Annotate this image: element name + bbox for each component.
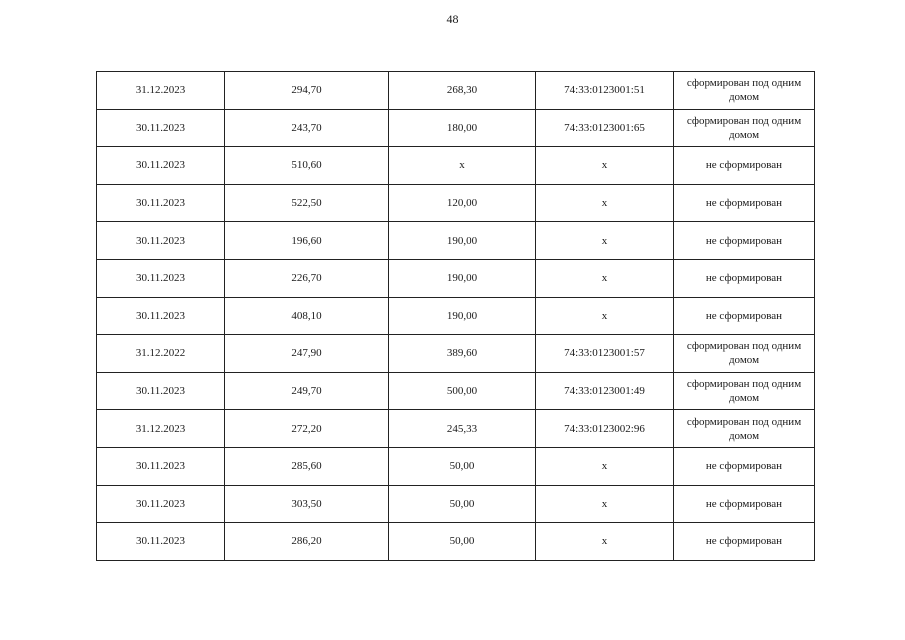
land-area-cell: 190,00 [389, 297, 536, 335]
date-cell: 30.11.2023 [97, 109, 225, 147]
date-cell: 30.11.2023 [97, 259, 225, 297]
cadastral-number-cell: х [536, 147, 674, 185]
area-cell: 285,60 [225, 447, 389, 485]
area-cell: 272,20 [225, 410, 389, 448]
cadastral-number-cell: х [536, 297, 674, 335]
area-cell: 522,50 [225, 184, 389, 222]
table-row [97, 410, 815, 448]
status-cell: не сформирован [674, 259, 815, 297]
cadastral-number-cell: х [536, 523, 674, 561]
table-row [97, 184, 815, 222]
area-cell: 196,60 [225, 222, 389, 260]
table-row [97, 72, 815, 110]
land-area-cell: 190,00 [389, 259, 536, 297]
date-cell: 30.11.2023 [97, 222, 225, 260]
area-cell: 286,20 [225, 523, 389, 561]
status-cell: сформирован под одним домом [674, 72, 815, 110]
date-cell: 30.11.2023 [97, 184, 225, 222]
status-cell: не сформирован [674, 523, 815, 561]
status-cell: не сформирован [674, 147, 815, 185]
land-area-cell: 500,00 [389, 372, 536, 410]
land-area-cell: 190,00 [389, 222, 536, 260]
cadastral-number-cell: х [536, 222, 674, 260]
date-cell: 30.11.2023 [97, 372, 225, 410]
land-area-cell: 50,00 [389, 485, 536, 523]
area-cell: 249,70 [225, 372, 389, 410]
area-cell: 510,60 [225, 147, 389, 185]
date-cell: 30.11.2023 [97, 523, 225, 561]
date-cell: 30.11.2023 [97, 297, 225, 335]
area-cell: 247,90 [225, 335, 389, 373]
cadastral-number-cell: 74:33:0123001:57 [536, 335, 674, 373]
table-row [97, 447, 815, 485]
land-area-cell: 268,30 [389, 72, 536, 110]
land-area-cell: х [389, 147, 536, 185]
status-cell: не сформирован [674, 297, 815, 335]
cadastral-number-cell: х [536, 184, 674, 222]
table-row [97, 523, 815, 561]
status-cell: сформирован под одним домом [674, 109, 815, 147]
cadastral-number-cell: 74:33:0123001:49 [536, 372, 674, 410]
area-cell: 303,50 [225, 485, 389, 523]
data-table [96, 71, 815, 561]
date-cell: 31.12.2022 [97, 335, 225, 373]
cadastral-number-cell: х [536, 259, 674, 297]
cadastral-number-cell: 74:33:0123001:51 [536, 72, 674, 110]
status-cell: не сформирован [674, 184, 815, 222]
cadastral-number-cell: 74:33:0123002:96 [536, 410, 674, 448]
status-cell: не сформирован [674, 222, 815, 260]
table-row [97, 485, 815, 523]
area-cell: 408,10 [225, 297, 389, 335]
status-cell: не сформирован [674, 485, 815, 523]
table-row [97, 372, 815, 410]
area-cell: 226,70 [225, 259, 389, 297]
land-area-cell: 180,00 [389, 109, 536, 147]
cadastral-number-cell: 74:33:0123001:65 [536, 109, 674, 147]
land-area-cell: 389,60 [389, 335, 536, 373]
land-area-cell: 50,00 [389, 523, 536, 561]
table-row [97, 297, 815, 335]
area-cell: 294,70 [225, 72, 389, 110]
area-cell: 243,70 [225, 109, 389, 147]
table-row [97, 335, 815, 373]
cadastral-number-cell: х [536, 485, 674, 523]
cadastral-number-cell: х [536, 447, 674, 485]
land-area-cell: 245,33 [389, 410, 536, 448]
date-cell: 31.12.2023 [97, 410, 225, 448]
date-cell: 30.11.2023 [97, 485, 225, 523]
table-row [97, 109, 815, 147]
date-cell: 30.11.2023 [97, 147, 225, 185]
table-row [97, 147, 815, 185]
table-row [97, 259, 815, 297]
date-cell: 30.11.2023 [97, 447, 225, 485]
status-cell: не сформирован [674, 447, 815, 485]
table-row [97, 222, 815, 260]
status-cell: сформирован под одним домом [674, 372, 815, 410]
page-number: 48 [446, 12, 459, 26]
status-cell: сформирован под одним домом [674, 410, 815, 448]
status-cell: сформирован под одним домом [674, 335, 815, 373]
date-cell: 31.12.2023 [97, 72, 225, 110]
land-area-cell: 50,00 [389, 447, 536, 485]
table-body [97, 72, 815, 561]
land-area-cell: 120,00 [389, 184, 536, 222]
